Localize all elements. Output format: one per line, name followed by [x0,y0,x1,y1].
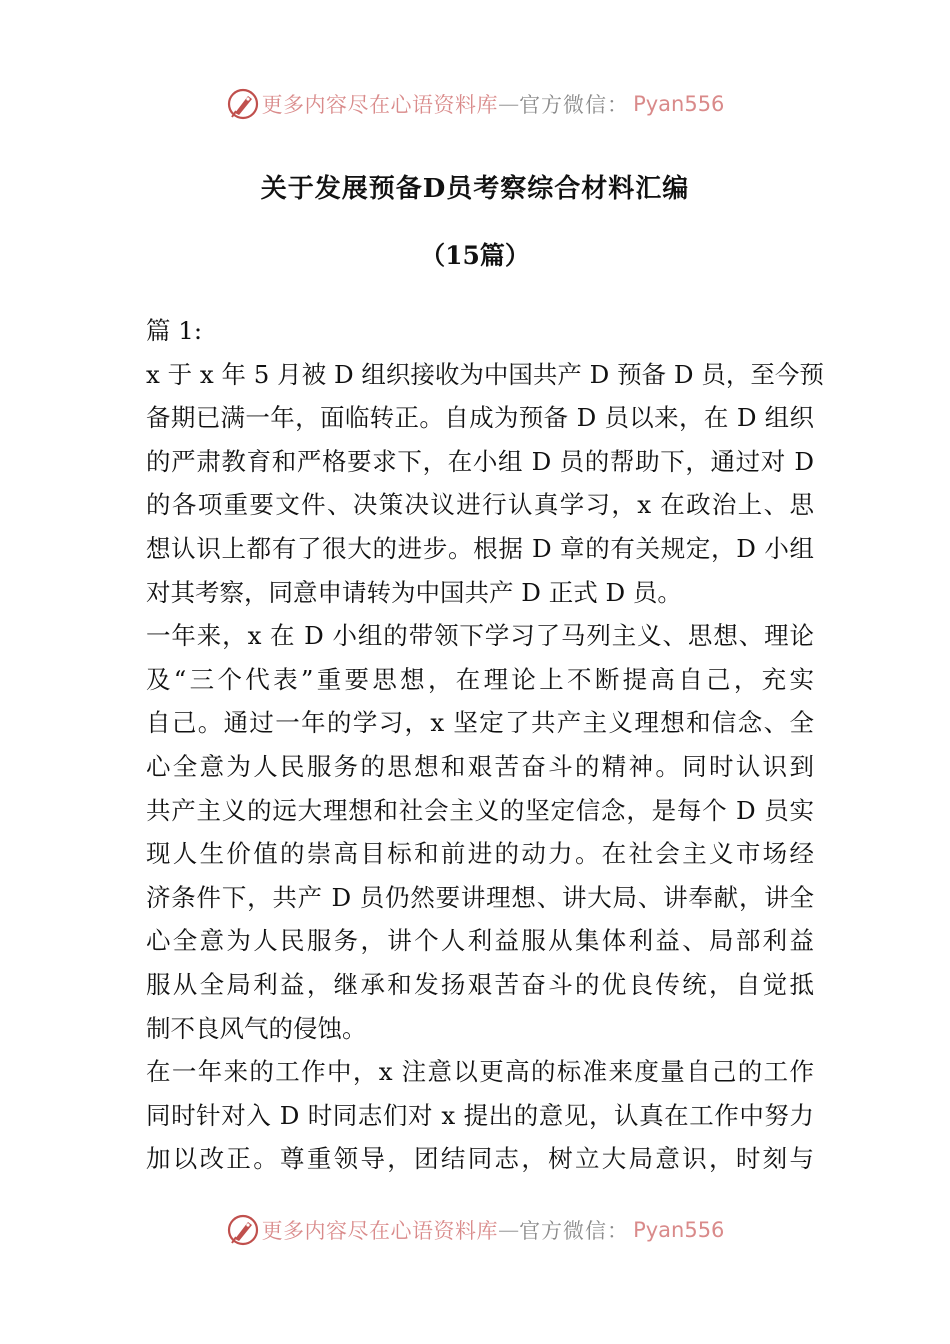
banner-wechat-id: Pyan556 [633,92,725,116]
pen-nib-circle-icon [226,1213,260,1247]
body-line: 的各项重要文件、决策决议进行认真学习，x 在政治上、思 [146,490,814,520]
body-line: 加以改正。尊重领导，团结同志，树立大局意识，时刻与 [146,1144,814,1174]
banner-official-label: 官方微信： [519,93,630,117]
banner-dash: — [498,92,520,116]
banner-main-text: 更多内容尽在心语资料库 [261,1219,499,1243]
body-line: x 于 x 年 5 月被 D 组织接收为中国共产 D 预备 D 员，至今预 [146,359,824,389]
document-title: 关于发展预备D员考察综合材料汇编 [260,174,690,204]
document-subtitle: （15篇） [420,241,530,270]
banner-dash: — [498,1218,520,1242]
article-heading: 篇 1: [146,316,203,345]
body-line: 同时针对入 D 时同志们对 x 提出的意见，认真在工作中努力 [146,1100,814,1130]
body-line: 心全意为人民服务，讲个人利益服从集体利益、局部利益 [146,926,814,956]
pen-nib-circle-icon [226,87,260,121]
banner-main-text: 更多内容尽在心语资料库 [261,93,499,117]
header-watermark-banner [0,84,950,124]
body-line: 在一年来的工作中，x 注意以更高的标准来度量自己的工作 [146,1057,814,1087]
banner-official-label: 官方微信： [519,1219,630,1243]
body-line: 的严肃教育和严格要求下，在小组 D 员的帮助下，通过对 D [146,446,814,476]
body-line: 共产主义的远大理想和社会主义的坚定信念，是每个 D 员实 [146,795,814,825]
body-line: 心全意为人民服务的思想和艰苦奋斗的精神。同时认识到 [146,751,814,781]
body-line: 及“三个代表”重要思想，在理论上不断提高自己，充实 [146,664,814,694]
body-line: 一年来，x 在 D 小组的带领下学习了马列主义、思想、理论 [146,621,814,651]
banner-wechat-id: Pyan556 [633,1218,725,1242]
body-line: 对其考察，同意申请转为中国共产 D 正式 D 员。 [146,577,682,607]
body-line: 制不良风气的侵蚀。 [146,1013,367,1043]
body-line: 想认识上都有了很大的进步。根据 D 章的有关规定，D 小组 [146,533,814,563]
body-line: 服从全局利益，继承和发扬艰苦奋斗的优良传统，自觉抵 [146,969,814,999]
body-line: 备期已满一年，面临转正。自成为预备 D 员以来，在 D 组织 [146,403,814,433]
body-line: 现人生价值的崇高目标和前进的动力。在社会主义市场经 [146,839,814,869]
footer-watermark-banner [0,1210,950,1250]
document-body [146,309,824,1181]
body-line: 自己。通过一年的学习，x 坚定了共产主义理想和信念、全 [146,708,814,738]
body-line: 济条件下，共产 D 员仍然要讲理想、讲大局、讲奉献，讲全 [146,882,814,912]
